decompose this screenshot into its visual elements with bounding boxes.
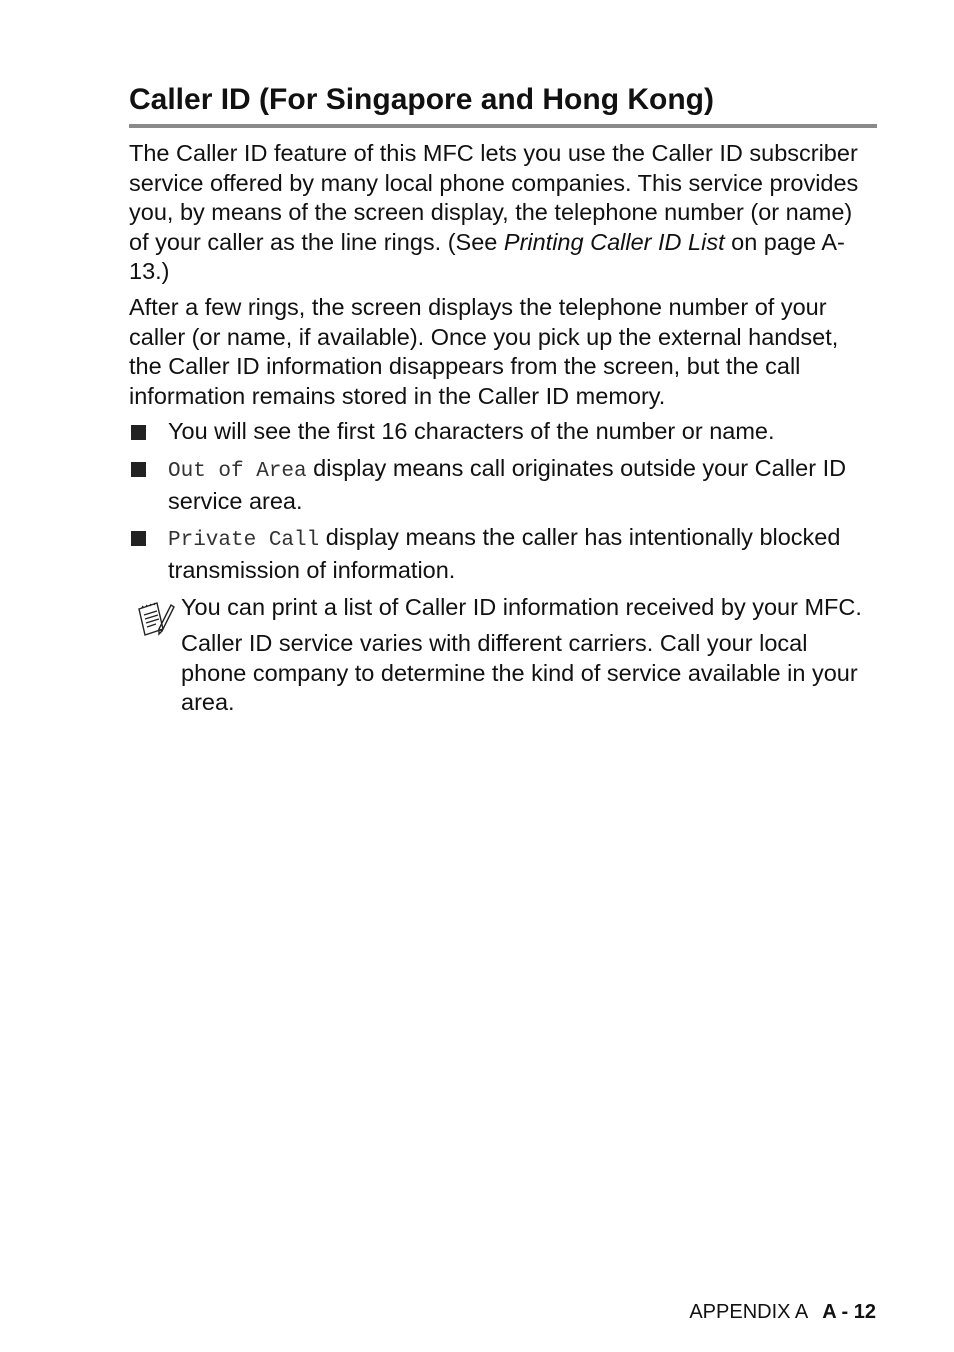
square-bullet-icon xyxy=(131,425,146,440)
page-title: Caller ID (For Singapore and Hong Kong) xyxy=(129,80,877,128)
page-content xyxy=(129,80,877,718)
page-number: A - 12 xyxy=(822,1301,876,1323)
note-pad-pencil-icon xyxy=(135,599,175,639)
list-item xyxy=(129,417,877,447)
intro-paragraph xyxy=(129,139,877,287)
intro-text: The Caller ID feature of this MFC lets you use the Caller ID subscriber service offered by many local phone companies. This service provides you, by means of the screen display, the telephone number (or name) of your caller as the line rings. (See xyxy=(129,140,859,255)
list-item-text: display means call originates outside your Caller ID service area. xyxy=(168,454,847,514)
list-item xyxy=(129,523,877,585)
cross-reference-link[interactable]: Printing Caller ID List xyxy=(503,228,725,255)
display-message-code: Private Call xyxy=(168,529,320,553)
list-item xyxy=(129,454,877,516)
display-message-code: Out of Area xyxy=(168,459,307,483)
square-bullet-icon xyxy=(131,462,146,477)
note-box xyxy=(129,593,877,717)
intro-text-end: on page A-13.) xyxy=(129,228,845,285)
caller-id-paragraph: After a few rings, the screen displays the telephone number of your caller (or name, if available). Once you pick up the external handset, the Caller ID information disappears from the screen, but the call information remains stored in the Caller ID memory. xyxy=(129,293,839,409)
page-footer xyxy=(689,1298,876,1326)
list-item-text: You will see the first 16 characters of the number or name. xyxy=(168,418,775,445)
footer-section: APPENDIX A xyxy=(689,1301,809,1323)
square-bullet-icon xyxy=(131,531,146,546)
list-item-text: display means the caller has intentionally blocked transmission of information. xyxy=(168,524,841,583)
bullet-list xyxy=(129,417,877,585)
note-line: Caller ID service varies with different carriers. Call your local phone company to determine the kind of service available in your area. xyxy=(181,629,858,716)
note-line: You can print a list of Caller ID information received by your MFC. xyxy=(181,594,862,621)
